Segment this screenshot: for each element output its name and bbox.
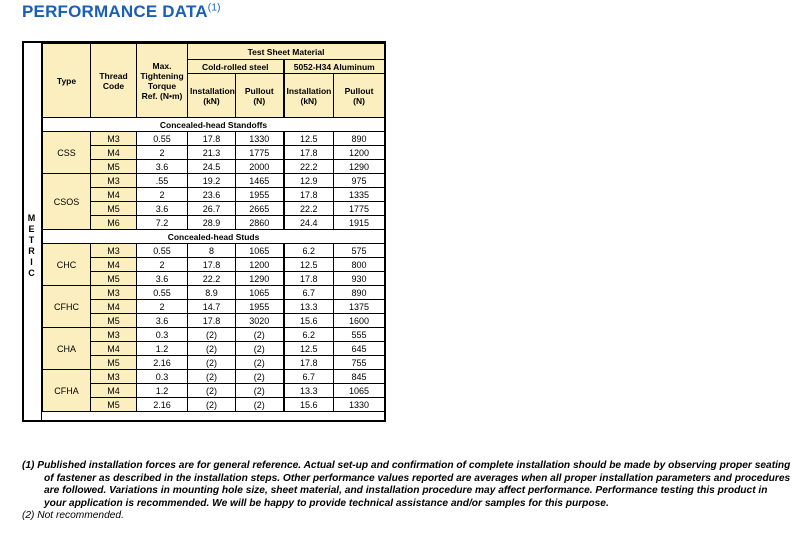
thread-code-cell: M5 (91, 356, 137, 370)
steel-installation-cell: (2) (188, 356, 236, 370)
torque-cell: 0.3 (137, 370, 188, 384)
performance-table (42, 43, 385, 412)
alum-installation-cell: 6.2 (284, 244, 334, 258)
steel-pullout-cell: 2860 (236, 216, 284, 230)
steel-pullout-cell: 1065 (236, 286, 284, 300)
table-row (43, 286, 385, 300)
performance-table-body (43, 118, 385, 412)
type-cell: CFHC (43, 286, 91, 328)
type-cell: CSOS (43, 174, 91, 230)
alum-pullout-cell: 1375 (334, 300, 385, 314)
table-row (43, 356, 385, 370)
table-row (43, 132, 385, 146)
alum-installation-cell: 12.5 (284, 342, 334, 356)
alum-pullout-cell: 930 (334, 272, 385, 286)
alum-installation-cell: 6.7 (284, 286, 334, 300)
steel-installation-cell: 17.8 (188, 314, 236, 328)
alum-pullout-cell: 975 (334, 174, 385, 188)
header-aluminum: 5052-H34 Aluminum (284, 60, 385, 74)
table-row (43, 272, 385, 286)
steel-pullout-cell: 1955 (236, 188, 284, 202)
type-cell: CSS (43, 132, 91, 174)
steel-pullout-cell: (2) (236, 342, 284, 356)
steel-pullout-cell: (2) (236, 370, 284, 384)
alum-pullout-cell: 800 (334, 258, 385, 272)
alum-pullout-cell: 575 (334, 244, 385, 258)
alum-installation-cell: 12.5 (284, 258, 334, 272)
torque-cell: 0.55 (137, 286, 188, 300)
footnote-1: (1) Published installation forces are for general reference. Actual set-up and confirmation of complete installation should be made by observing proper seating of fastener as described in the installation steps. Other performance values reported are averages when all proper installation parameters and procedures are followed. Variations in mounting hole size, sheet material, and installation procedure may affect performance. Performance testing this product in your application is recommended. We will be happy to provide technical assistance and/or samples for this purpose. (22, 460, 791, 509)
steel-installation-cell: 8 (188, 244, 236, 258)
torque-cell: 2 (137, 146, 188, 160)
table-row (43, 188, 385, 202)
steel-installation-cell: (2) (188, 342, 236, 356)
steel-installation-cell: 14.7 (188, 300, 236, 314)
thread-code-cell: M3 (91, 174, 137, 188)
thread-code-cell: M5 (91, 202, 137, 216)
thread-code-cell: M5 (91, 398, 137, 412)
alum-pullout-cell: 1200 (334, 146, 385, 160)
torque-cell: 0.55 (137, 244, 188, 258)
section-title: Concealed-head Studs (43, 230, 385, 244)
torque-cell: 3.6 (137, 202, 188, 216)
table-row (43, 398, 385, 412)
torque-cell: 3.6 (137, 272, 188, 286)
steel-pullout-cell: 1200 (236, 258, 284, 272)
table-row (43, 314, 385, 328)
header-steel-installation: Installation (kN) (188, 74, 236, 118)
alum-pullout-cell: 1915 (334, 216, 385, 230)
torque-cell: 3.6 (137, 160, 188, 174)
thread-code-cell: M4 (91, 258, 137, 272)
thread-code-cell: M3 (91, 286, 137, 300)
torque-cell: 2.16 (137, 356, 188, 370)
alum-installation-cell: 13.3 (284, 300, 334, 314)
alum-installation-cell: 22.2 (284, 160, 334, 174)
alum-installation-cell: 17.8 (284, 356, 334, 370)
thread-code-cell: M6 (91, 216, 137, 230)
thread-code-cell: M3 (91, 132, 137, 146)
alum-installation-cell: 24.4 (284, 216, 334, 230)
header-type: Type (43, 44, 91, 118)
table-row (43, 202, 385, 216)
alum-pullout-cell: 890 (334, 286, 385, 300)
footnotes (22, 460, 792, 523)
alum-installation-cell: 17.8 (284, 188, 334, 202)
table-row (43, 258, 385, 272)
table-row (43, 384, 385, 398)
thread-code-cell: M5 (91, 160, 137, 174)
thread-code-cell: M4 (91, 342, 137, 356)
torque-cell: 0.3 (137, 328, 188, 342)
thread-code-cell: M5 (91, 314, 137, 328)
section-row (43, 118, 385, 132)
header-alum-installation: Installation (kN) (284, 74, 334, 118)
alum-installation-cell: 17.8 (284, 146, 334, 160)
performance-table-frame (22, 41, 386, 422)
alum-pullout-cell: 1775 (334, 202, 385, 216)
alum-installation-cell: 15.6 (284, 314, 334, 328)
torque-cell: .55 (137, 174, 188, 188)
section-row (43, 230, 385, 244)
table-row (43, 174, 385, 188)
header-alum-pullout: Pullout (N) (334, 74, 385, 118)
steel-installation-cell: 17.8 (188, 258, 236, 272)
alum-pullout-cell: 1330 (334, 398, 385, 412)
header-torque: Max. Tightening Torque Ref. (N•m) (137, 44, 188, 118)
steel-pullout-cell: 1290 (236, 272, 284, 286)
thread-code-cell: M5 (91, 272, 137, 286)
torque-cell: 1.2 (137, 384, 188, 398)
steel-installation-cell: (2) (188, 328, 236, 342)
torque-cell: 1.2 (137, 342, 188, 356)
torque-cell: 3.6 (137, 314, 188, 328)
table-row (43, 146, 385, 160)
steel-pullout-cell: 1330 (236, 132, 284, 146)
alum-installation-cell: 12.5 (284, 132, 334, 146)
steel-pullout-cell: 2000 (236, 160, 284, 174)
type-cell: CHC (43, 244, 91, 286)
page-title-text: PERFORMANCE DATA (22, 2, 208, 21)
thread-code-cell: M4 (91, 300, 137, 314)
alum-installation-cell: 15.6 (284, 398, 334, 412)
torque-cell: 0.55 (137, 132, 188, 146)
steel-installation-cell: (2) (188, 398, 236, 412)
steel-installation-cell: 26.7 (188, 202, 236, 216)
steel-installation-cell: (2) (188, 384, 236, 398)
table-row (43, 328, 385, 342)
alum-pullout-cell: 845 (334, 370, 385, 384)
thread-code-cell: M3 (91, 328, 137, 342)
steel-pullout-cell: (2) (236, 328, 284, 342)
steel-pullout-cell: 1955 (236, 300, 284, 314)
section-title: Concealed-head Standoffs (43, 118, 385, 132)
table-row (43, 370, 385, 384)
alum-pullout-cell: 1290 (334, 160, 385, 174)
alum-pullout-cell: 555 (334, 328, 385, 342)
steel-installation-cell: 24.5 (188, 160, 236, 174)
metric-side-label: M E T R I C (27, 213, 39, 278)
torque-cell: 2 (137, 188, 188, 202)
steel-pullout-cell: 1465 (236, 174, 284, 188)
table-row (43, 160, 385, 174)
torque-cell: 7.2 (137, 216, 188, 230)
header-thread-code: Thread Code (91, 44, 137, 118)
alum-pullout-cell: 755 (334, 356, 385, 370)
thread-code-cell: M4 (91, 384, 137, 398)
thread-code-cell: M4 (91, 188, 137, 202)
table-row (43, 342, 385, 356)
steel-installation-cell: 28.9 (188, 216, 236, 230)
alum-installation-cell: 17.8 (284, 272, 334, 286)
steel-installation-cell: 17.8 (188, 132, 236, 146)
metric-side-column (24, 43, 42, 420)
thread-code-cell: M3 (91, 244, 137, 258)
header-cold-rolled-steel: Cold-rolled steel (188, 60, 284, 74)
torque-cell: 2 (137, 258, 188, 272)
header-steel-pullout: Pullout (N) (236, 74, 284, 118)
steel-pullout-cell: (2) (236, 398, 284, 412)
alum-installation-cell: 13.3 (284, 384, 334, 398)
steel-installation-cell: (2) (188, 370, 236, 384)
steel-pullout-cell: 1775 (236, 146, 284, 160)
steel-pullout-cell: (2) (236, 384, 284, 398)
steel-pullout-cell: 1065 (236, 244, 284, 258)
steel-installation-cell: 19.2 (188, 174, 236, 188)
header-test-sheet-material: Test Sheet Material (188, 44, 385, 60)
alum-pullout-cell: 1065 (334, 384, 385, 398)
page-title (22, 2, 221, 22)
alum-installation-cell: 6.7 (284, 370, 334, 384)
table-row (43, 216, 385, 230)
steel-installation-cell: 8.9 (188, 286, 236, 300)
alum-pullout-cell: 890 (334, 132, 385, 146)
alum-installation-cell: 12.9 (284, 174, 334, 188)
table-row (43, 300, 385, 314)
thread-code-cell: M3 (91, 370, 137, 384)
footnote-2: (2) Not recommended. (22, 510, 124, 522)
alum-pullout-cell: 645 (334, 342, 385, 356)
table-row (43, 244, 385, 258)
thread-code-cell: M4 (91, 146, 137, 160)
steel-installation-cell: 23.6 (188, 188, 236, 202)
torque-cell: 2.16 (137, 398, 188, 412)
type-cell: CFHA (43, 370, 91, 412)
alum-installation-cell: 22.2 (284, 202, 334, 216)
title-footnote-ref: (1) (207, 2, 221, 14)
alum-pullout-cell: 1600 (334, 314, 385, 328)
steel-pullout-cell: (2) (236, 356, 284, 370)
steel-installation-cell: 22.2 (188, 272, 236, 286)
alum-installation-cell: 6.2 (284, 328, 334, 342)
type-cell: CHA (43, 328, 91, 370)
steel-pullout-cell: 3020 (236, 314, 284, 328)
torque-cell: 2 (137, 300, 188, 314)
steel-pullout-cell: 2665 (236, 202, 284, 216)
steel-installation-cell: 21.3 (188, 146, 236, 160)
alum-pullout-cell: 1335 (334, 188, 385, 202)
